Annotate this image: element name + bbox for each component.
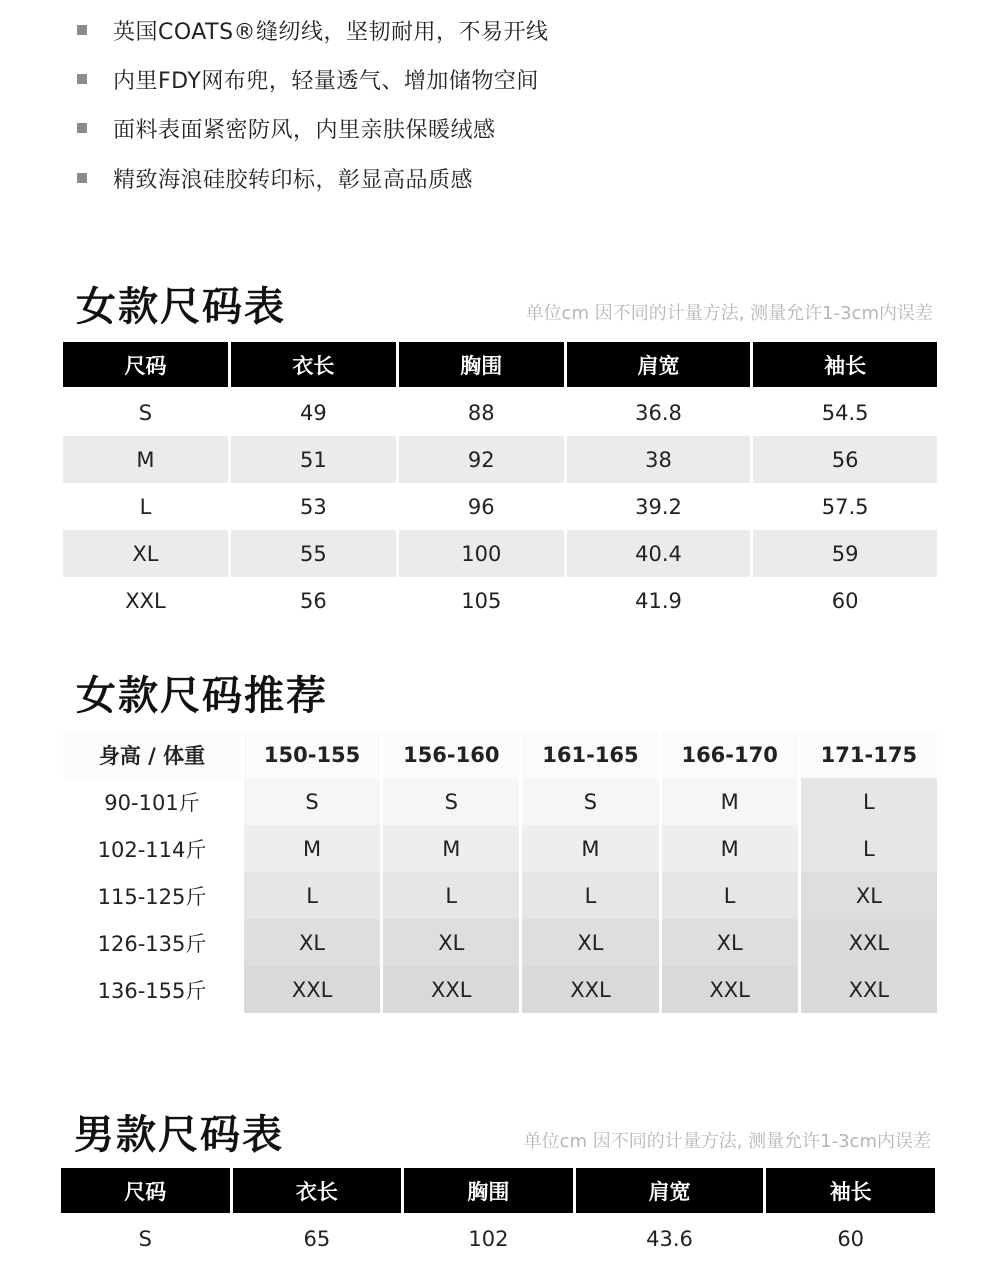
height-header: 171-175	[801, 731, 937, 778]
cell: XXL	[125, 588, 166, 613]
cell: XL	[522, 919, 658, 966]
height-header: 161-165	[522, 731, 658, 778]
cell: M	[662, 778, 798, 825]
cell: XL	[244, 919, 380, 966]
cell: XL	[383, 919, 519, 966]
cell: 60	[831, 588, 859, 613]
cell: S	[383, 778, 519, 825]
cell: 36.8	[635, 400, 682, 425]
cell: S	[138, 400, 153, 425]
header-length: 衣长	[233, 1168, 402, 1215]
cell: L	[662, 872, 798, 919]
header-shoulder: 肩宽	[576, 1168, 764, 1215]
cell: 41.9	[635, 588, 682, 613]
cell: 39.2	[635, 494, 682, 519]
cell: 105	[461, 588, 502, 613]
cell: S	[138, 1226, 152, 1251]
header-size: 尺码	[63, 342, 228, 389]
cell: XXL	[522, 966, 658, 1013]
cell: 102	[468, 1226, 509, 1251]
table-header-row	[61, 1168, 935, 1215]
weight-label: 136-155斤	[63, 966, 241, 1013]
feature-text: 精致海浪硅胶转印标，彰显高品质感	[113, 167, 474, 193]
table-row	[63, 436, 937, 483]
cell: XXL	[801, 919, 937, 966]
weight-label: 102-114斤	[63, 825, 241, 872]
men-size-chart-note: 单位cm 因不同的计量方法, 测量允许1-3cm内误差	[523, 1131, 931, 1152]
cell: 49	[299, 400, 327, 425]
cell: 43.6	[646, 1226, 693, 1251]
cell: XL	[662, 919, 798, 966]
square-bullet-icon	[77, 25, 87, 35]
table-row	[63, 825, 937, 872]
cell: XXL	[801, 966, 937, 1013]
table-row	[63, 483, 937, 530]
cell: 59	[753, 530, 937, 577]
cell: 38	[567, 436, 751, 483]
cell: M	[383, 825, 519, 872]
women-recommend-title: 女款尺码推荐	[76, 673, 328, 719]
cell: 96	[467, 494, 495, 519]
feature-text: 英国COATS®缝纫线，坚韧耐用，不易开线	[113, 19, 549, 45]
feature-item	[77, 64, 539, 94]
feature-text: 内里FDY网布兜，轻量透气、增加储物空间	[113, 68, 539, 94]
header-length: 衣长	[231, 342, 396, 389]
feature-item	[77, 163, 473, 193]
cell: 53	[299, 494, 327, 519]
height-header: 156-160	[383, 731, 519, 778]
table-row	[63, 966, 937, 1013]
cell: XXL	[383, 966, 519, 1013]
height-header: 166-170	[662, 731, 798, 778]
women-size-chart-note: 单位cm 因不同的计量方法, 测量允许1-3cm内误差	[525, 303, 933, 324]
feature-item	[77, 113, 496, 143]
cell: 54.5	[821, 400, 869, 425]
cell: M	[662, 825, 798, 872]
header-chest: 胸围	[404, 1168, 573, 1215]
cell: 60	[837, 1226, 865, 1251]
table-row	[61, 1215, 935, 1262]
header-sleeve: 袖长	[766, 1168, 935, 1215]
table-row	[63, 389, 937, 436]
cell: 56	[299, 588, 327, 613]
cell: 56	[753, 436, 937, 483]
table-row	[63, 577, 937, 624]
cell: S	[244, 778, 380, 825]
women-recommend-table	[60, 731, 940, 1013]
cell: L	[244, 872, 380, 919]
cell: XXL	[662, 966, 798, 1013]
cell: L	[801, 825, 937, 872]
square-bullet-icon	[77, 173, 87, 183]
cell: L	[383, 872, 519, 919]
header-size: 尺码	[61, 1168, 230, 1215]
cell: 51	[231, 436, 396, 483]
cell: M	[244, 825, 380, 872]
cell: 57.5	[821, 494, 869, 519]
cell: S	[522, 778, 658, 825]
men-size-chart-title: 男款尺码表	[74, 1112, 284, 1158]
table-row	[63, 872, 937, 919]
feature-text: 面料表面紧密防风，内里亲肤保暖绒感	[113, 117, 496, 143]
table-row	[63, 530, 937, 577]
cell: L	[139, 494, 152, 519]
cell: 92	[399, 436, 564, 483]
cell: 100	[399, 530, 564, 577]
square-bullet-icon	[77, 74, 87, 84]
cell: 88	[467, 400, 495, 425]
weight-label: 90-101斤	[63, 778, 241, 825]
header-sleeve: 袖长	[753, 342, 937, 389]
men-size-table	[58, 1168, 938, 1262]
women-size-chart-title: 女款尺码表	[76, 284, 286, 330]
table-header-row	[63, 342, 937, 389]
cell: L	[801, 778, 937, 825]
height-header: 150-155	[244, 731, 380, 778]
corner-header: 身高 / 体重	[63, 731, 241, 778]
cell: XL	[63, 530, 228, 577]
weight-label: 126-135斤	[63, 919, 241, 966]
women-size-table	[60, 342, 940, 624]
weight-label: 115-125斤	[63, 872, 241, 919]
header-chest: 胸围	[399, 342, 564, 389]
cell: L	[522, 872, 658, 919]
table-row	[63, 778, 937, 825]
table-row	[63, 919, 937, 966]
square-bullet-icon	[77, 123, 87, 133]
cell: M	[522, 825, 658, 872]
cell: M	[63, 436, 228, 483]
cell: 55	[231, 530, 396, 577]
cell: XL	[801, 872, 937, 919]
header-shoulder: 肩宽	[567, 342, 751, 389]
table-header-row	[63, 731, 937, 778]
cell: 65	[303, 1226, 331, 1251]
cell: XXL	[244, 966, 380, 1013]
feature-item	[77, 15, 549, 45]
cell: 40.4	[567, 530, 751, 577]
